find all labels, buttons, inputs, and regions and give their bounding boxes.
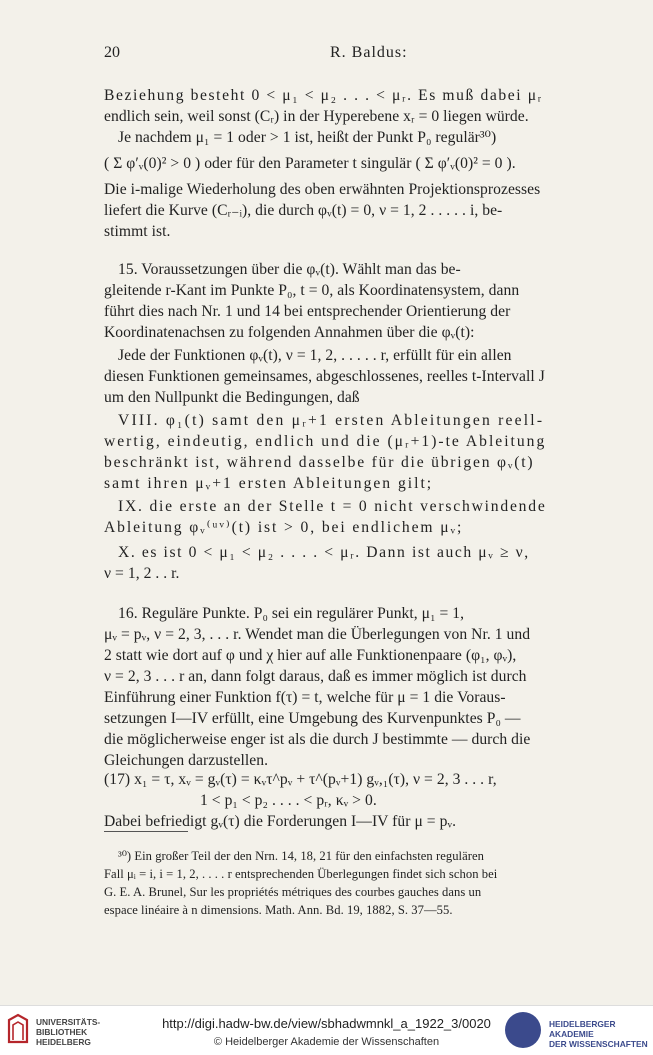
section-heading-16: 16. Reguläre Punkte. P₀ sei ein regulärer Punkt, μ₁ = 1, xyxy=(118,605,465,622)
text-line: ν = 2, 3 . . . r an, dann folgt daraus, daß es immer möglich ist durch xyxy=(104,668,527,685)
text-line: 2 statt wie dort auf φ und χ hier auf alle Funktionenpaare (φ₁, φᵥ), xyxy=(104,647,517,664)
copyright-notice: © Heidelberger Akademie der Wissenschaften xyxy=(213,1036,440,1048)
text-line: wertig, eindeutig, endlich und die (μᵣ+1)-te Ableitung xyxy=(104,433,547,450)
footnote-line: ³⁰) Ein großer Teil der den Nrn. 14, 18, 21 für den einfachsten regulären xyxy=(118,849,484,863)
source-url-link[interactable]: http://digi.hadw-bw.de/view/sbhadwmnkl_a_1922_3/0020 xyxy=(162,1016,491,1031)
text-line: liefert die Kurve (Cᵣ₋ᵢ), die durch φᵥ(t) = 0, ν = 1, 2 . . . . . i, be- xyxy=(104,202,503,219)
text-line: setzungen I—IV erfüllt, eine Umgebung des Kurvenpunktes P₀ — xyxy=(104,710,521,727)
viewer-footer xyxy=(0,1005,653,1055)
text-line: ν = 1, 2 . . r. xyxy=(104,565,180,582)
footnote-rule xyxy=(104,831,188,832)
footnote-line: G. E. A. Brunel, Sur les propriétés métriques des courbes gauches dans un xyxy=(104,885,482,899)
footnote-line: espace linéaire à n dimensions. Math. Ann. Bd. 19, 1882, S. 37—55. xyxy=(104,903,453,917)
text-line: Einführung einer Funktion f(τ) = t, welche für μ = 1 die Voraus- xyxy=(104,689,506,706)
text-line: diesen Funktionen gemeinsames, abgeschlossenes, reelles t-Intervall J xyxy=(104,368,545,385)
text-line: Gleichungen darzustellen. xyxy=(104,752,269,769)
text-line: stimmt ist. xyxy=(104,223,171,240)
page-number: 20 xyxy=(104,44,120,61)
text-line: führt dies nach Nr. 1 und 14 bei entsprechender Orientierung der xyxy=(104,303,511,320)
academy-name: HEIDELBERGER AKADEMIE DER WISSENSCHAFTEN xyxy=(549,1019,648,1049)
text-line: die möglicherweise enger ist als die durch J bestimmte — durch die xyxy=(104,731,531,748)
text-line: μᵥ = pᵥ, ν = 2, 3, . . . r. Wendet man die Überlegungen von Nr. 1 und xyxy=(104,626,531,643)
formula-line: ( Σ φ′ᵥ(0)² > 0 ) oder für den Parameter t singulär ( Σ φ′ᵥ(0)² = 0 ). xyxy=(104,155,516,172)
equation-17: (17) x₁ = τ, xᵥ = gᵥ(τ) = κᵥτ^pᵥ + τ^(pᵥ+1) gᵥ,₁(τ), ν = 2, 3 . . . r, xyxy=(104,771,497,788)
condition-x: X. es ist 0 < μ₁ < μ₂ . . . . < μᵣ. Dann ist auch μᵥ ≥ ν, xyxy=(118,544,530,561)
text-line: gleitende r-Kant im Punkte P₀, t = 0, als Koordinatensystem, dann xyxy=(104,282,520,299)
academy-seal-icon xyxy=(505,1012,541,1048)
text-line: Beziehung besteht 0 < μ₁ < μ₂ . . . < μᵣ. Es muß dabei μᵣ xyxy=(104,87,543,104)
text-line: Die i-malige Wiederholung des oben erwähnten Projektionsprozesses xyxy=(104,181,541,198)
condition-viii: VIII. φ₁(t) samt den μᵣ+1 ersten Ableitungen reell- xyxy=(118,412,545,429)
text-line: Jede der Funktionen φᵥ(t), ν = 1, 2, . . . . . r, erfüllt für ein allen xyxy=(118,347,512,364)
text-line: Ableitung φᵥ⁽ᵘᵛ⁾(t) ist > 0, bei endlichem μᵥ; xyxy=(104,519,464,536)
running-head: R. Baldus: xyxy=(330,44,408,61)
section-heading-15: 15. Voraussetzungen über die φᵥ(t). Wählt man das be- xyxy=(118,261,461,278)
text-line: endlich sein, weil sonst (Cᵣ) in der Hyperebene xᵣ = 0 liegen würde. xyxy=(104,108,529,125)
text-line: Dabei befriedigt gᵥ(τ) die Forderungen I—IV für μ = pᵥ. xyxy=(104,813,457,830)
text-line: beschränkt ist, während dasselbe für die übrigen φᵥ(t) xyxy=(104,454,535,471)
text-line: um den Nullpunkt die Bedingungen, daß xyxy=(104,389,360,406)
text-line: Je nachdem μ₁ = 1 oder > 1 ist, heißt der Punkt P₀ regulär³⁰) xyxy=(118,129,497,146)
text-line: Koordinatenachsen zu folgenden Annahmen über die φᵥ(t): xyxy=(104,324,475,341)
condition-ix: IX. die erste an der Stelle t = 0 nicht verschwindende xyxy=(118,498,547,515)
equation-17-conditions: 1 < p₁ < p₂ . . . . < pᵣ, κᵥ > 0. xyxy=(200,792,377,809)
text-line: samt ihren μᵥ+1 ersten Ableitungen gilt; xyxy=(104,475,434,492)
footnote-line: Fall μᵢ = i, i = 1, 2, . . . . r entsprechenden Überlegungen findet sich schon bei xyxy=(104,867,498,881)
library-name: UNIVERSITÄTS- BIBLIOTHEK HEIDELBERG xyxy=(36,1017,101,1047)
